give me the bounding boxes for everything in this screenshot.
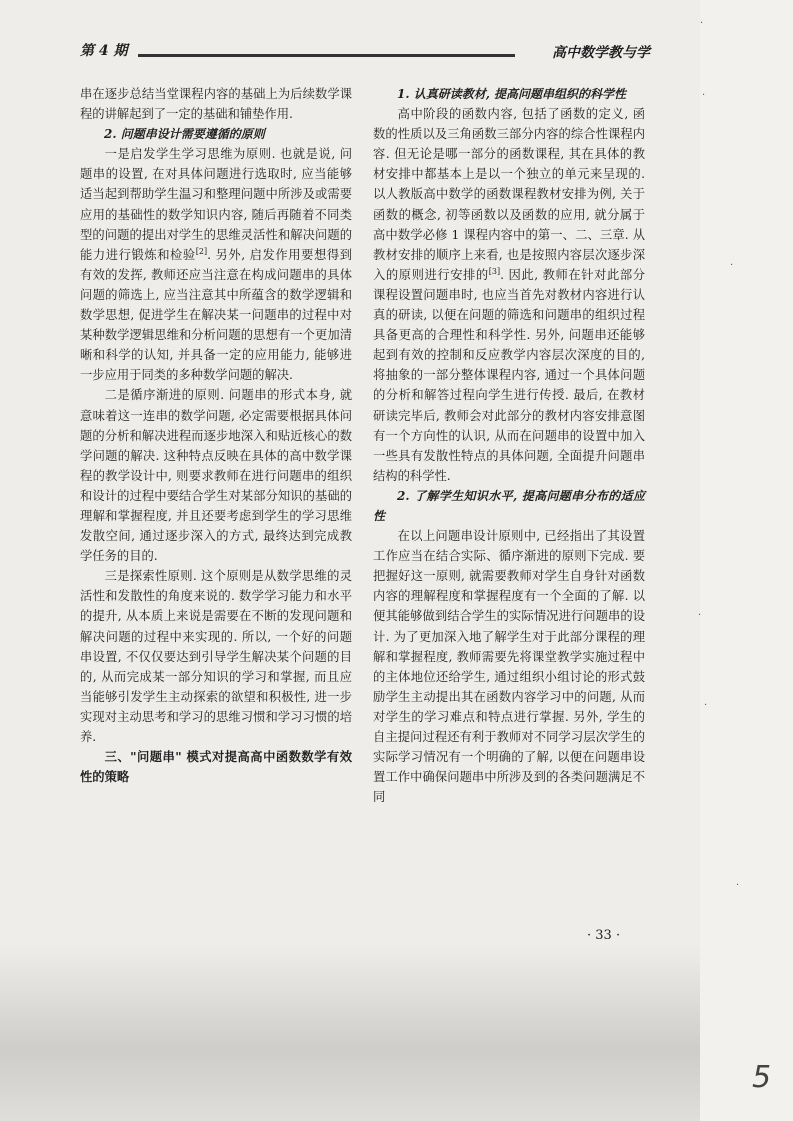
- citation-ref: [2]: [195, 246, 208, 256]
- issue-number: 第 4 期: [80, 43, 128, 59]
- subheading-student-level: 2. 了解学生知识水平, 提高问题串分布的适应性: [373, 488, 645, 523]
- paragraph-text: . 因此, 教师在针对此部分课程设置问题串时, 也应当首先对教材内容进行认真的研读, 以便在问题的筛选和问题串的组织过程具备更高的合理性和科学性. 另外, 问题串还能够起到有效的控制和反应教学内容层次深度的目的, 将抽象的一部分整体课程内容, 通过一个具体问题的分析和解答过程向学生进行传授. 最后, 在教材研读完毕后, 教师会对此部分的教材内容安排意图有一个方向性的认识, 从而在问题串的设置中加入一些具有发散性特点的具体问题, 全面提升问题串结构的科学性.: [373, 267, 645, 483]
- paragraph-continuation: 串在逐步总结当堂课程内容的基础上为后续数学课程的讲解起到了一定的基础和铺垫作用.: [80, 87, 352, 122]
- paragraph-text: 高中阶段的函数内容, 包括了函数的定义, 函数的性质以及三角函数三部分内容的综合性课程内容. 但无论是哪一部分的函数课程, 其在具体的教材安排中都基本上是以一个独立的单元来呈现的. 以人教版高中数学的函数课程教材安排为例, 关于函数的概念, 初等函数以及函数的应用, 就分属于高中数学必修 1 课程内容中的第一、二、三章. 从教材安排的顺序上来看, 也是按照内容层次逐步深入的原则进行安排的: [373, 107, 645, 282]
- section-heading-principles: 2. 问题串设计需要遵循的原则: [104, 127, 265, 142]
- paragraph-text: 一是启发学生学习思维为原则. 也就是说, 问题串的设置, 在对具体问题进行选取时, 应当能够适当起到帮助学生温习和整理问题中所涉及或需要应用的基础性的数学知识内容, 随后再随着不同类型的问题的提出对学生的思维灵活性和解决问题的能力进行锻炼和检验: [80, 147, 352, 262]
- handwritten-mark: 5: [752, 1060, 772, 1095]
- subheading-textbook: 1. 认真研读教材, 提高问题串组织的科学性: [397, 87, 627, 101]
- scan-shadow: [0, 945, 700, 1121]
- paragraph-student-level: 在以上问题串设计原则中, 已经指出了其设置工作应当在结合实际、循序渐进的原则下完成. 要把握好这一原则, 就需要教师对学生自身针对函数内容的理解程度和掌握程度有一个全面的了解. 以便其能够做到结合学生的实际情况进行问题串的设计. 为了更加深入地了解学生对于此部分课程的理解和掌握程度, 教师需要先将课堂教学实施过程中的主体地位还给学生, 通过组织小组讨论的形式鼓励学生主动提出其在函数内容学习中的问题, 从而对学生的学习难点和特点进行掌握. 另外, 学生的自主提问过程还有利于教师对不同学习层次学生的实际学习情况有一个明确的了解, 以便在问题串设置工作中确保问题串中所涉及到的各类问题满足不同: [373, 529, 645, 805]
- page-number: · 33 ·: [587, 928, 621, 943]
- paragraph-second-principle: 二是循序渐进的原则. 问题串的形式本身, 就意味着这一连串的数学问题, 必定需要根据具体问题的分析和解决进程而逐步地深入和贴近核心的数学问题的解决. 这种特点反映在具体的高中数学课程的教学设计中, 则要求教师在进行问题串的组织和设计的过程中要结合学生对某部分知识的基础的理解和掌握程度, 并且还要考虑到学生的学习思维发散空间, 通过逐步深入的方式, 最终达到完成教学任务的目的.: [80, 388, 352, 564]
- running-header: [80, 40, 650, 64]
- journal-title: 高中数学教与学: [552, 45, 650, 61]
- scan-edge-specks: · · · · · ·: [698, 18, 740, 891]
- paragraph-third-principle: 三是探索性原则. 这个原则是从数学思维的灵活性和发散性的角度来说的. 数学学习能力和水平的提升, 从本质上来说是需要在不断的发现问题和解决问题的过程中来实现的. 所以, 一个好的问题串设置, 不仅仅要达到引导学生解决某个问题的目的, 从而完成某一部分知识的学习和掌握, 而且应当能够引发学生主动探索的欲望和积极性, 进一步实现对主动思考和学习的思维习惯和学习习惯的培养.: [80, 569, 352, 744]
- left-column: [80, 84, 352, 787]
- right-column: [373, 84, 645, 807]
- citation-ref: [3]: [488, 266, 501, 276]
- paragraph-textbook: [373, 104, 645, 486]
- section-heading-strategies: 三、"问题串" 模式对提高高中函数数学有效性的策略: [80, 749, 352, 785]
- header-rule: [138, 54, 515, 57]
- paragraph-first-principle: [80, 144, 352, 385]
- paragraph-text: . 另外, 启发作用要想得到有效的发挥, 教师还应当注意在构成问题串的具体问题的筛选上, 应当注意其中所蕴含的数学逻辑和数学思想, 促进学生在解决某一问题串的过程中对某种数学逻辑思维和分析问题的思想有一个更加清晰和科学的认知, 并具备一定的应用能力, 能够进一步应用于同类的多种数学问题的解决.: [80, 247, 352, 383]
